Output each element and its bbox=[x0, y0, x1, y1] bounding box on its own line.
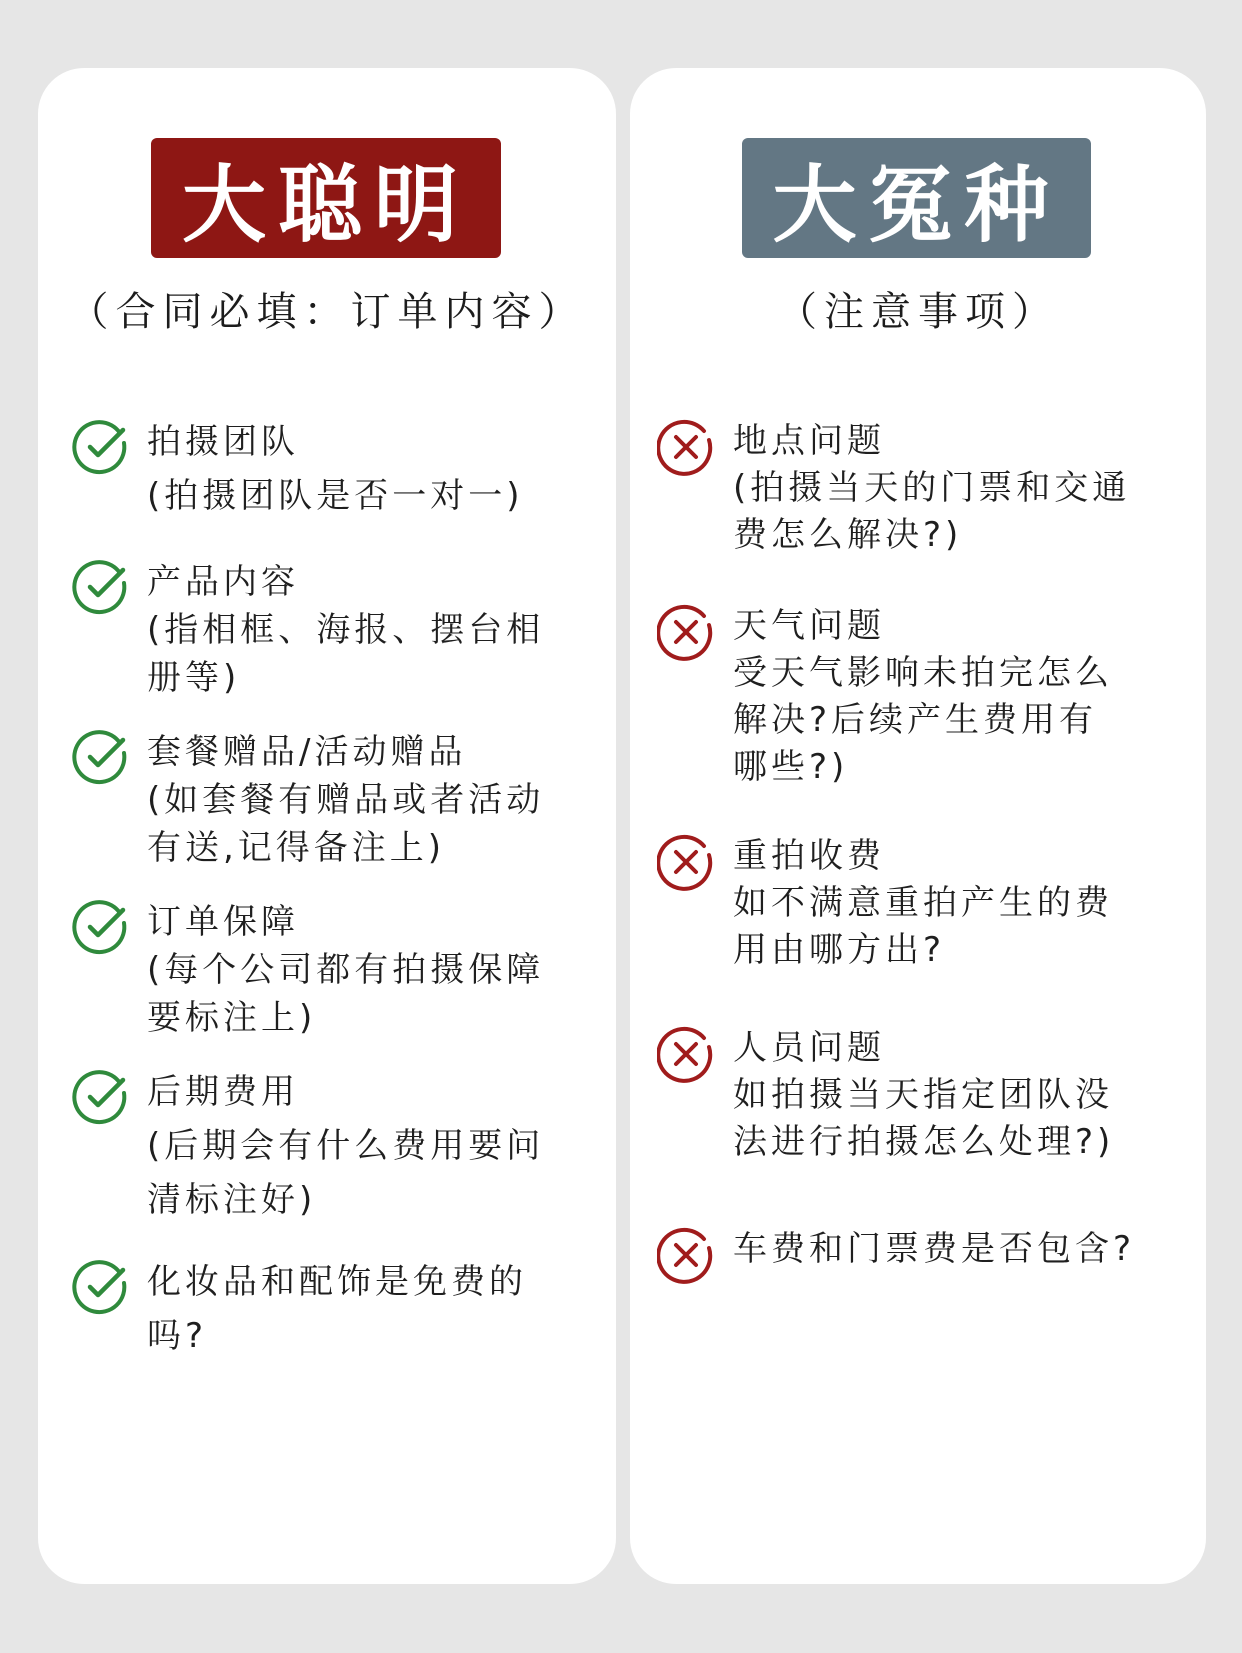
item-heading: 订单保障 bbox=[147, 902, 299, 942]
left-item-text bbox=[147, 558, 544, 702]
item-detail-line: 清标注好) bbox=[147, 1180, 317, 1220]
item-detail-line: 法进行拍摄怎么处理?) bbox=[733, 1122, 1115, 1162]
item-heading: 人员问题 bbox=[733, 1028, 885, 1068]
item-detail-line: (拍摄当天的门票和交通 bbox=[733, 468, 1131, 508]
left-item-text bbox=[147, 418, 524, 520]
left-list-item bbox=[71, 1068, 601, 1224]
item-detail-line: 要标注上) bbox=[147, 998, 317, 1038]
left-list-item bbox=[71, 418, 601, 520]
left-item-text bbox=[147, 1068, 544, 1224]
check-circle-icon bbox=[71, 728, 129, 786]
left-item-text bbox=[147, 728, 544, 872]
item-detail-line: 受天气影响未拍完怎么 bbox=[733, 653, 1113, 693]
item-detail-line: 解决?后续产生费用有 bbox=[733, 700, 1098, 740]
left-item-text bbox=[147, 1258, 527, 1360]
right-list-item bbox=[657, 603, 1197, 791]
right-item-text bbox=[733, 603, 1113, 791]
item-detail-line: 有送,记得备注上) bbox=[147, 828, 446, 868]
left-card bbox=[38, 68, 616, 1584]
item-detail-line: 用由哪方出? bbox=[733, 930, 946, 970]
item-detail-line: (后期会有什么费用要问 bbox=[147, 1126, 545, 1166]
x-circle-icon bbox=[657, 1226, 715, 1284]
right-title: 大冤种 bbox=[772, 155, 1061, 254]
item-detail-line: 如拍摄当天指定团队没 bbox=[733, 1075, 1113, 1115]
left-list-item bbox=[71, 898, 601, 1042]
item-heading: 天气问题 bbox=[733, 606, 885, 646]
item-heading: 化妆品和配饰是免费的 bbox=[147, 1262, 527, 1302]
item-detail-line: 费怎么解决?) bbox=[733, 515, 963, 555]
right-list-item bbox=[657, 1025, 1197, 1166]
item-detail-line: (指相框、海报、摆台相 bbox=[147, 610, 545, 650]
item-detail-line: 册等) bbox=[147, 658, 241, 698]
right-item-text bbox=[733, 1226, 1135, 1273]
item-detail-line: (每个公司都有拍摄保障 bbox=[147, 950, 545, 990]
x-circle-icon bbox=[657, 418, 715, 476]
item-detail-line: 如不满意重拍产生的费 bbox=[733, 883, 1113, 923]
left-list-item bbox=[71, 728, 601, 872]
left-subtitle: （合同必填：订单内容） bbox=[68, 289, 586, 335]
right-subtitle: （注意事项） bbox=[777, 289, 1059, 335]
check-circle-icon bbox=[71, 1258, 129, 1316]
right-item-text bbox=[733, 833, 1113, 974]
right-item-text bbox=[733, 418, 1130, 559]
left-title: 大聪明 bbox=[181, 155, 470, 254]
check-circle-icon bbox=[71, 418, 129, 476]
item-detail-line: (如套餐有赠品或者活动 bbox=[147, 780, 545, 820]
item-detail-line: (拍摄团队是否一对一) bbox=[147, 476, 524, 516]
item-detail-line: 哪些?) bbox=[733, 747, 849, 787]
item-detail-line: 吗? bbox=[147, 1316, 208, 1356]
right-list-item bbox=[657, 418, 1197, 559]
x-circle-icon bbox=[657, 1025, 715, 1083]
item-heading: 重拍收费 bbox=[733, 836, 885, 876]
item-heading: 后期费用 bbox=[147, 1072, 299, 1112]
item-heading: 套餐赠品/活动赠品 bbox=[147, 732, 467, 772]
left-title-badge bbox=[151, 138, 501, 258]
left-list-item bbox=[71, 558, 601, 702]
left-item-text bbox=[147, 898, 544, 1042]
right-list-item bbox=[657, 833, 1197, 974]
right-card bbox=[630, 68, 1206, 1584]
x-circle-icon bbox=[657, 603, 715, 661]
check-circle-icon bbox=[71, 558, 129, 616]
right-item-text bbox=[733, 1025, 1114, 1166]
check-circle-icon bbox=[71, 898, 129, 956]
item-heading: 车费和门票费是否包含? bbox=[733, 1229, 1136, 1269]
left-list-item bbox=[71, 1258, 601, 1360]
item-heading: 拍摄团队 bbox=[147, 422, 299, 462]
check-circle-icon bbox=[71, 1068, 129, 1126]
right-title-badge bbox=[742, 138, 1091, 258]
x-circle-icon bbox=[657, 833, 715, 891]
item-heading: 地点问题 bbox=[733, 421, 885, 461]
item-heading: 产品内容 bbox=[147, 562, 299, 602]
right-list-item bbox=[657, 1226, 1197, 1284]
